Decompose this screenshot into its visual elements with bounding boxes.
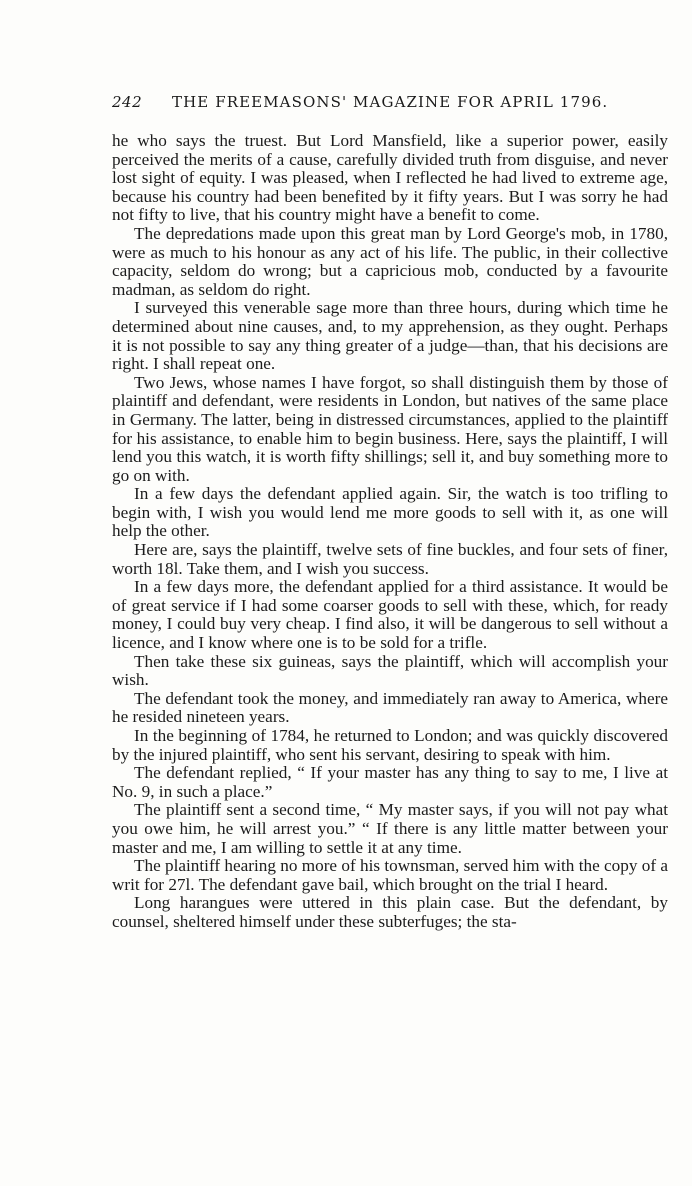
paragraph: The defendant replied, “ If your master has any thing to say to me, I live at No. 9, in such a place.” (112, 763, 668, 801)
paragraph: In a few days more, the defendant applied for a third assistance. It would be of great service if I had some coarser goods to sell with these, which, for ready money, I could buy very cheap. I find also, it will be dangerous to sell without a licence, and I know where one is to be sold for a trifle. (112, 577, 668, 653)
paragraph: Two Jews, whose names I have forgot, so shall distinguish them by those of plaintiff and defendant, were residents in London, but natives of the same place in Germany. The latter, being in distressed circumstances, applied to the plaintiff for his assistance, to enable him to begin business. Here, says the plaintiff, I will lend you this watch, it is worth fifty shillings; sell it, and buy something more to go on with. (112, 372, 668, 485)
paragraph: Then take these six guineas, says the plaintiff, which will accomplish your wish. (112, 651, 668, 690)
paragraph: he who says the truest. But Lord Mansfield, like a superior power, easily perceived the merits of a cause, carefully divided truth from disguise, and never lost sight of equity. I was pleased, when I reflected he had lived to extreme age, because his country had been benefited by it fifty years. But I was sorry he had not fifty to live, that his country might have a benefit to come. (112, 131, 668, 225)
paragraph: In the beginning of 1784, he returned to London; and was quickly discovered by the injured plaintiff, who sent his servant, desiring to speak with him. (112, 726, 668, 764)
paragraph: In a few days the defendant applied again. Sir, the watch is too trifling to begin with, I wish you would lend me more goods to sell with it, as one will help the other. (112, 484, 668, 541)
page-number: 242 (112, 93, 143, 111)
paragraph: The depredations made upon this great man by Lord George's mob, in 1780, were as much to his honour as any act of his life. The public, in their collective capacity, seldom do wrong; but a capricious mob, conducted by a favourite madman, as seldom do right. (112, 223, 668, 299)
running-title: THE FREEMASONS' MAGAZINE FOR APRIL 1796. (172, 93, 609, 111)
paragraph: Here are, says the plaintiff, twelve sets of fine buckles, and four sets of finer, worth 18l. Take them, and I wish you success. (112, 540, 668, 578)
paragraph: The plaintiff hearing no more of his townsman, served him with the copy of a writ for 27l. The defendant gave bail, which brought on the trial I heard. (112, 856, 668, 894)
body-text (112, 132, 668, 932)
paragraph: The plaintiff sent a second time, “ My master says, if you will not pay what you owe him, he will arrest you.” “ If there is any little matter between your master and me, I am willing to settle it at any time. (112, 800, 668, 857)
paragraph: The defendant took the money, and immediately ran away to America, where he resided nineteen years. (112, 688, 668, 727)
page-header (112, 93, 612, 115)
paragraph: I surveyed this venerable sage more than three hours, during which time he determined about nine causes, and, to my apprehension, as they ought. Perhaps it is not possible to say any thing greater of a judge—than, that his decisions are right. I shall repeat one. (112, 298, 668, 374)
paragraph: Long harangues were uttered in this plain case. But the defendant, by counsel, sheltered himself under these subterfuges; the sta- (112, 893, 668, 931)
